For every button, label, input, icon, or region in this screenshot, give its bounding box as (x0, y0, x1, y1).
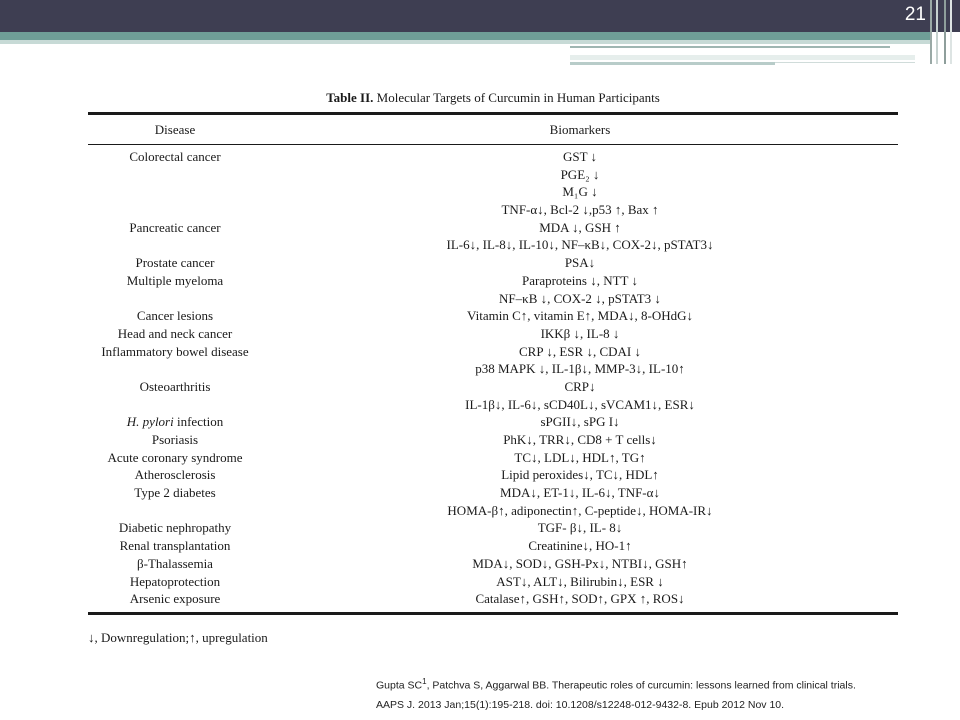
table-caption-label: Table II. (326, 90, 374, 105)
decorative-bar (936, 0, 938, 64)
citation-superscript: 1 (422, 677, 427, 686)
table-row (88, 413, 898, 431)
table-row (88, 555, 898, 573)
biomarkers-cell: AST↓, ALT↓, Bilirubin↓, ESR ↓ (496, 573, 664, 589)
disease-cell (88, 272, 262, 290)
disease-cell (88, 325, 262, 343)
disease-cell (88, 502, 262, 520)
disease-cell (88, 396, 262, 414)
biomarkers-cell: GST ↓ (562, 149, 598, 164)
disease-cell (88, 555, 262, 573)
disease-cell (88, 219, 262, 237)
disease-cell-text: Acute coronary syndrome (107, 449, 243, 465)
biomarkers-cell: MDA ↓, GSH ↑ (539, 219, 621, 235)
biomarkers-cell: sPGII↓, sPG I↓ (540, 414, 620, 430)
table-row (88, 343, 898, 361)
table-caption-text: Molecular Targets of Curcumin in Human Participants (373, 90, 660, 105)
citation (376, 672, 936, 715)
decorative-line (570, 46, 890, 48)
disease-cell-text: infection (173, 414, 224, 430)
disease-cell (88, 413, 262, 431)
table-row (88, 360, 898, 378)
table-row (88, 307, 898, 325)
biomarkers-cell: PGE₂ ↓ (560, 166, 600, 182)
table-row (88, 254, 898, 272)
biomarkers-cell: HOMA-β↑, adiponectin↑, C-peptide↓, HOMA-IR↓ (447, 502, 713, 518)
table-row (88, 484, 898, 502)
table-row (88, 519, 898, 537)
disease-cell (88, 590, 262, 608)
table-row (88, 166, 898, 184)
disease-cell (88, 236, 262, 254)
table-row (88, 590, 898, 608)
citation-authors: Gupta SC (376, 679, 423, 692)
targets-table (88, 84, 898, 615)
title-banner (0, 0, 960, 32)
disease-cell-text: Colorectal cancer (129, 149, 221, 164)
disease-cell (88, 307, 262, 325)
disease-cell-text: Prostate cancer (135, 255, 215, 271)
table-row (88, 236, 898, 254)
table-row (88, 502, 898, 520)
disease-cell (88, 573, 262, 591)
biomarkers-cell: TC↓, LDL↓, HDL↑, TG↑ (514, 449, 646, 465)
biomarkers-cell: CRP ↓, ESR ↓, CDAI ↓ (519, 343, 641, 359)
disease-cell-text: Atherosclerosis (134, 467, 216, 483)
biomarkers-cell: PhK↓, TRR↓, CD8 + T cells↓ (503, 432, 657, 447)
disease-cell (88, 183, 262, 201)
disease-cell-italic: H. pylori (126, 414, 174, 430)
table-row (88, 325, 898, 343)
header-biomarkers: Biomarkers (549, 121, 611, 137)
disease-cell-text: Head and neck cancer (117, 325, 233, 341)
disease-cell (88, 343, 262, 361)
biomarkers-cell: IL-6↓, IL-8↓, IL-10↓, NF–κB↓, COX-2↓, pSTAT3↓ (446, 237, 714, 253)
table-row (88, 183, 898, 201)
table-row (88, 219, 898, 237)
disease-cell-text: Renal transplantation (119, 538, 231, 554)
biomarkers-cell: PSA↓ (564, 255, 596, 271)
disease-cell (88, 201, 262, 219)
table-row (88, 378, 898, 396)
biomarkers-cell: Creatinine↓, HO-1↑ (528, 538, 632, 554)
table-row (88, 201, 898, 219)
disease-cell-text: Hepatoprotection (129, 573, 221, 589)
biomarkers-cell: MDA↓, SOD↓, GSH-Px↓, NTBI↓, GSH↑ (472, 555, 688, 571)
decorative-bar (944, 0, 946, 64)
table-bottom-rule (88, 612, 898, 615)
disease-cell-text: Inflammatory bowel disease (101, 343, 249, 359)
biomarkers-cell: CRP↓ (564, 378, 596, 394)
disease-cell-text: Psoriasis (151, 432, 199, 447)
biomarkers-cell: Vitamin C↑, vitamin E↑, MDA↓, 8-OHdG↓ (467, 308, 693, 324)
disease-cell-text: Cancer lesions (136, 308, 214, 324)
decorative-bar (950, 0, 952, 64)
table-body (88, 145, 898, 612)
citation-line-1 (376, 672, 936, 696)
disease-cell (88, 148, 262, 166)
biomarkers-cell: Paraproteins ↓, NTT ↓ (521, 272, 639, 288)
disease-cell (88, 449, 262, 467)
table-caption (88, 84, 898, 112)
biomarkers-cell: IKKβ ↓, IL-8 ↓ (540, 325, 620, 341)
table-row (88, 272, 898, 290)
disease-cell (88, 431, 262, 449)
header-disease: Disease (154, 121, 196, 137)
slide-number: 21 (904, 4, 926, 25)
table-row (88, 449, 898, 467)
disease-cell (88, 166, 262, 184)
decorative-line (570, 62, 775, 65)
biomarkers-cell: NF–κB ↓, COX-2 ↓, pSTAT3 ↓ (499, 290, 661, 306)
table-row (88, 573, 898, 591)
disease-cell-text: Type 2 diabetes (134, 485, 216, 501)
disease-cell (88, 254, 262, 272)
biomarkers-cell: Lipid peroxides↓, TC↓, HDL↑ (501, 467, 659, 483)
biomarkers-cell: MDA↓, ET-1↓, IL-6↓, TNF-α↓ (500, 485, 660, 501)
disease-cell (88, 290, 262, 308)
table-row (88, 537, 898, 555)
table-row (88, 290, 898, 308)
disease-cell (88, 519, 262, 537)
disease-cell-text: Diabetic nephropathy (118, 520, 232, 536)
biomarkers-cell: M₁G ↓ (562, 184, 598, 200)
biomarkers-cell: IL-1β↓, IL-6↓, sCD40L↓, sVCAM1↓, ESR↓ (465, 396, 695, 412)
table-footnote: ↓, Downregulation;↑, upregulation (88, 630, 268, 645)
biomarkers-cell: p38 MAPK ↓, IL-1β↓, MMP-3↓, IL-10↑ (475, 361, 685, 377)
biomarkers-cell: TGF- β↓, IL- 8↓ (537, 520, 623, 536)
biomarkers-cell: TNF-α↓, Bcl-2 ↓,p53 ↑, Bax ↑ (501, 202, 659, 218)
banner-stripe-light (0, 40, 930, 44)
decorative-bar (930, 0, 932, 64)
disease-cell-text: Pancreatic cancer (129, 219, 221, 235)
disease-cell-text: Multiple myeloma (126, 272, 224, 288)
disease-cell (88, 466, 262, 484)
disease-cell (88, 484, 262, 502)
disease-cell (88, 360, 262, 378)
table-row (88, 396, 898, 414)
disease-cell (88, 378, 262, 396)
biomarkers-cell: Catalase↑, GSH↑, SOD↑, GPX ↑, ROS↓ (475, 591, 685, 607)
banner-stripe (0, 32, 930, 40)
table-row (88, 431, 898, 449)
citation-title: , Patchva S, Aggarwal BB. Therapeutic roles of curcumin: lessons learned from clinical trials. (426, 679, 856, 692)
disease-cell-text: Osteoarthritis (139, 378, 211, 394)
disease-cell (88, 537, 262, 555)
table-row (88, 148, 898, 166)
table-header-row (88, 115, 898, 144)
citation-line-2: AAPS J. 2013 Jan;15(1):195-218. doi: 10.1208/s12248-012-9432-8. Epub 2012 Nov 10. (376, 698, 785, 711)
table-row (88, 466, 898, 484)
disease-cell-text: Arsenic exposure (129, 591, 221, 607)
decorative-line (570, 55, 915, 60)
disease-cell-text: β-Thalassemia (137, 555, 213, 571)
decorative-line (775, 62, 915, 63)
